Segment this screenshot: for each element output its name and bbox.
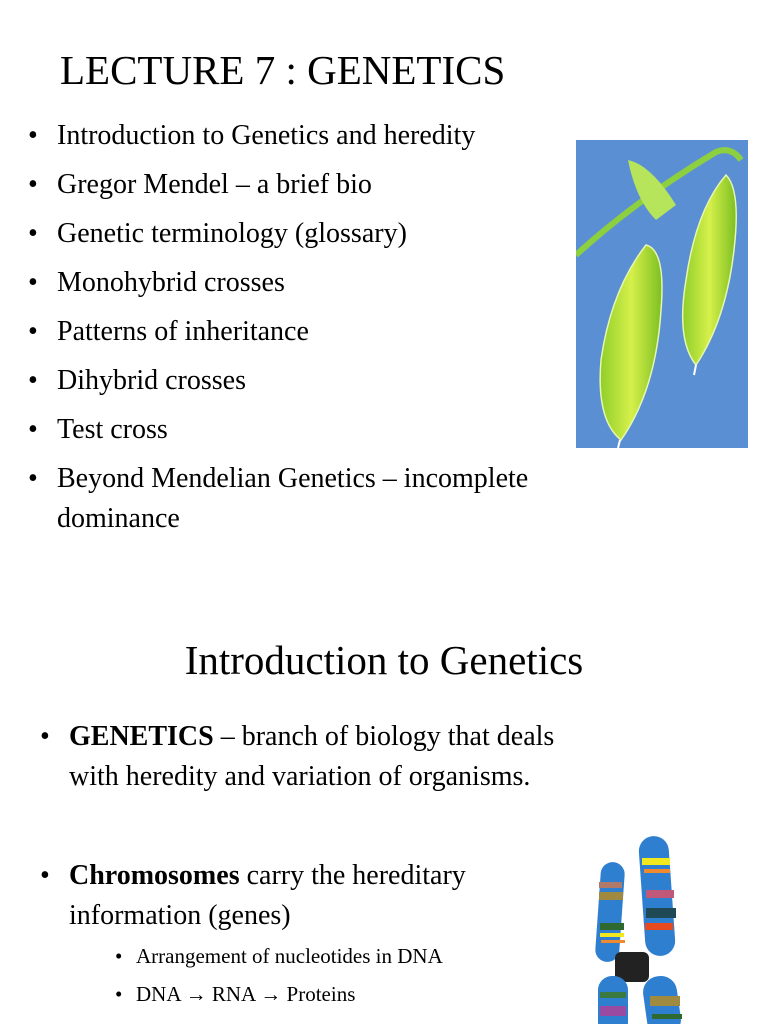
proteins-text: Proteins (281, 982, 356, 1006)
list-item-text (69, 717, 554, 757)
slide1-title: LECTURE 7 : GENETICS (60, 47, 506, 93)
bullet-icon: • (28, 414, 38, 445)
list-item-text: Dihybrid crosses (57, 365, 246, 396)
list-item-text (69, 856, 466, 896)
list-item-text: Patterns of inheritance (57, 316, 309, 347)
bullet-icon: • (28, 218, 38, 249)
sub-list-item-text (136, 982, 355, 1007)
definition-text: – branch of biology that deals (213, 721, 555, 752)
sub-list-item-text: Arrangement of nucleotides in DNA (136, 944, 443, 968)
definition-text-line2: with heredity and variation of organisms. (69, 761, 531, 792)
term-genetics: GENETICS (69, 721, 214, 752)
arrow-right-icon: → (185, 982, 207, 1006)
term-chromosomes: Chromosomes (69, 860, 240, 891)
bullet-icon: • (28, 463, 38, 494)
list-item-text: Introduction to Genetics and heredity (57, 120, 476, 151)
list-item-text: Monohybrid crosses (57, 267, 285, 298)
bullet-icon: • (28, 267, 38, 298)
list-item-genetics (40, 717, 720, 807)
bullet-icon: • (40, 860, 50, 891)
definition-text: carry the hereditary (239, 860, 466, 891)
dna-text: DNA (136, 982, 186, 1006)
list-item-text: Beyond Mendelian Genetics – incomplete (57, 463, 529, 494)
slide2-title: Introduction to Genetics (184, 637, 584, 683)
rna-text: RNA (206, 982, 261, 1006)
bullet-icon: • (40, 721, 50, 752)
bullet-icon: • (28, 120, 38, 151)
definition-text-line2: information (genes) (69, 900, 291, 931)
bullet-icon: • (115, 982, 123, 1006)
bullet-icon: • (115, 944, 123, 968)
arrow-right-icon: → (260, 982, 282, 1006)
bullet-icon: • (28, 316, 38, 347)
list-item-text: Test cross (57, 414, 168, 445)
list-item-chromosomes (40, 856, 580, 946)
pea-pods-image (576, 140, 748, 448)
chromosome-image (590, 828, 690, 1024)
list-item-text: Gregor Mendel – a brief bio (57, 169, 372, 200)
bullet-icon: • (28, 365, 38, 396)
list-item-text: Genetic terminology (glossary) (57, 218, 407, 249)
list-item-text: dominance (57, 503, 180, 534)
bullet-icon: • (28, 169, 38, 200)
